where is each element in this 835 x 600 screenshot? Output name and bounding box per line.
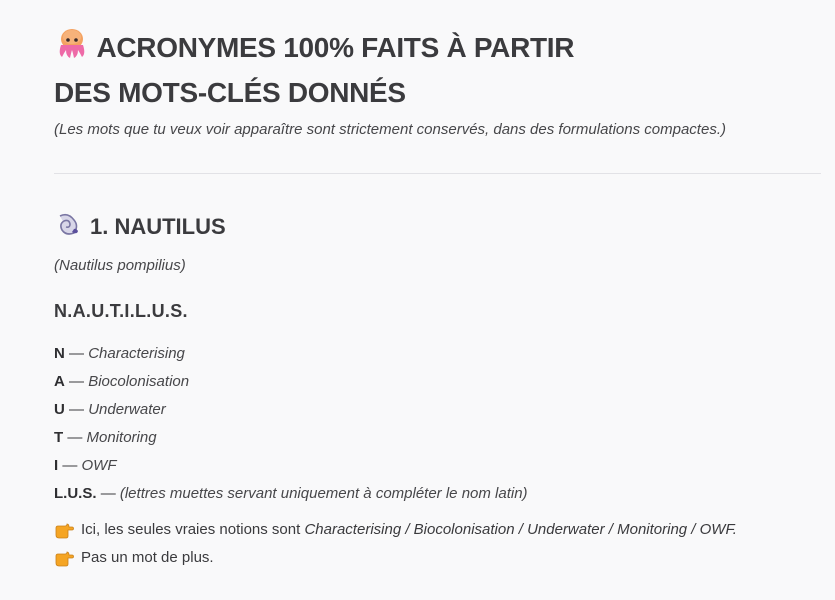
octopus-icon	[54, 26, 90, 73]
entry-word: Biocolonisation	[88, 373, 190, 390]
note-emphasis: Characterising / Biocolonisation / Underwater / Monitoring / OWF.	[304, 521, 737, 538]
title-line-1	[54, 26, 754, 73]
note-prefix: Ici, les seules vraies notions sont	[81, 521, 301, 538]
entry-word: Monitoring	[86, 429, 157, 446]
acronym-entry	[54, 340, 528, 368]
section-title-text: 1. NAUTILUS	[90, 214, 226, 239]
entry-letter: N	[54, 345, 65, 362]
entry-separator: —	[67, 429, 83, 446]
acronym-entry	[54, 368, 528, 396]
latin-name: (Nautilus pompilius)	[54, 257, 186, 274]
divider	[54, 173, 821, 174]
entry-separator: —	[69, 401, 85, 418]
acronym-entry	[54, 480, 528, 508]
acronym-entry	[54, 452, 528, 480]
note-item	[54, 516, 737, 544]
entry-separator: —	[69, 345, 85, 362]
pointing-hand-icon	[54, 521, 74, 539]
subtitle: (Les mots que tu veux voir apparaître sont strictement conservés, dans des formulations compactes.)	[54, 121, 726, 138]
page-title	[54, 26, 754, 113]
title-text-line-2: DES MOTS-CLÉS DONNÉS	[54, 77, 406, 108]
entry-letter: A	[54, 373, 65, 390]
note-prefix: Pas un mot de plus.	[81, 549, 214, 566]
entry-separator: —	[100, 485, 116, 502]
entry-word: (lettres muettes servant uniquement à compléter le nom latin)	[119, 485, 528, 502]
acronym-entry	[54, 424, 528, 452]
entry-letter: L.U.S.	[54, 485, 97, 502]
section-title	[54, 210, 226, 244]
acronym-heading: N.A.U.T.I.L.U.S.	[54, 301, 188, 321]
entry-word: Characterising	[88, 345, 185, 362]
title-text-line-1: ACRONYMES 100% FAITS À PARTIR	[96, 31, 575, 63]
note-list	[54, 516, 737, 572]
entry-separator: —	[69, 373, 85, 390]
pointing-hand-icon	[54, 549, 74, 567]
entry-separator: —	[62, 457, 78, 474]
note-item	[54, 544, 737, 572]
entry-word: Underwater	[88, 401, 166, 418]
nautilus-shell-icon	[54, 210, 82, 244]
entry-letter: U	[54, 401, 65, 418]
entry-letter: I	[54, 457, 59, 474]
acronym-entry	[54, 396, 528, 424]
entry-word: OWF	[81, 457, 117, 474]
entry-letter: T	[54, 429, 64, 446]
acronym-entry-list	[54, 340, 528, 508]
